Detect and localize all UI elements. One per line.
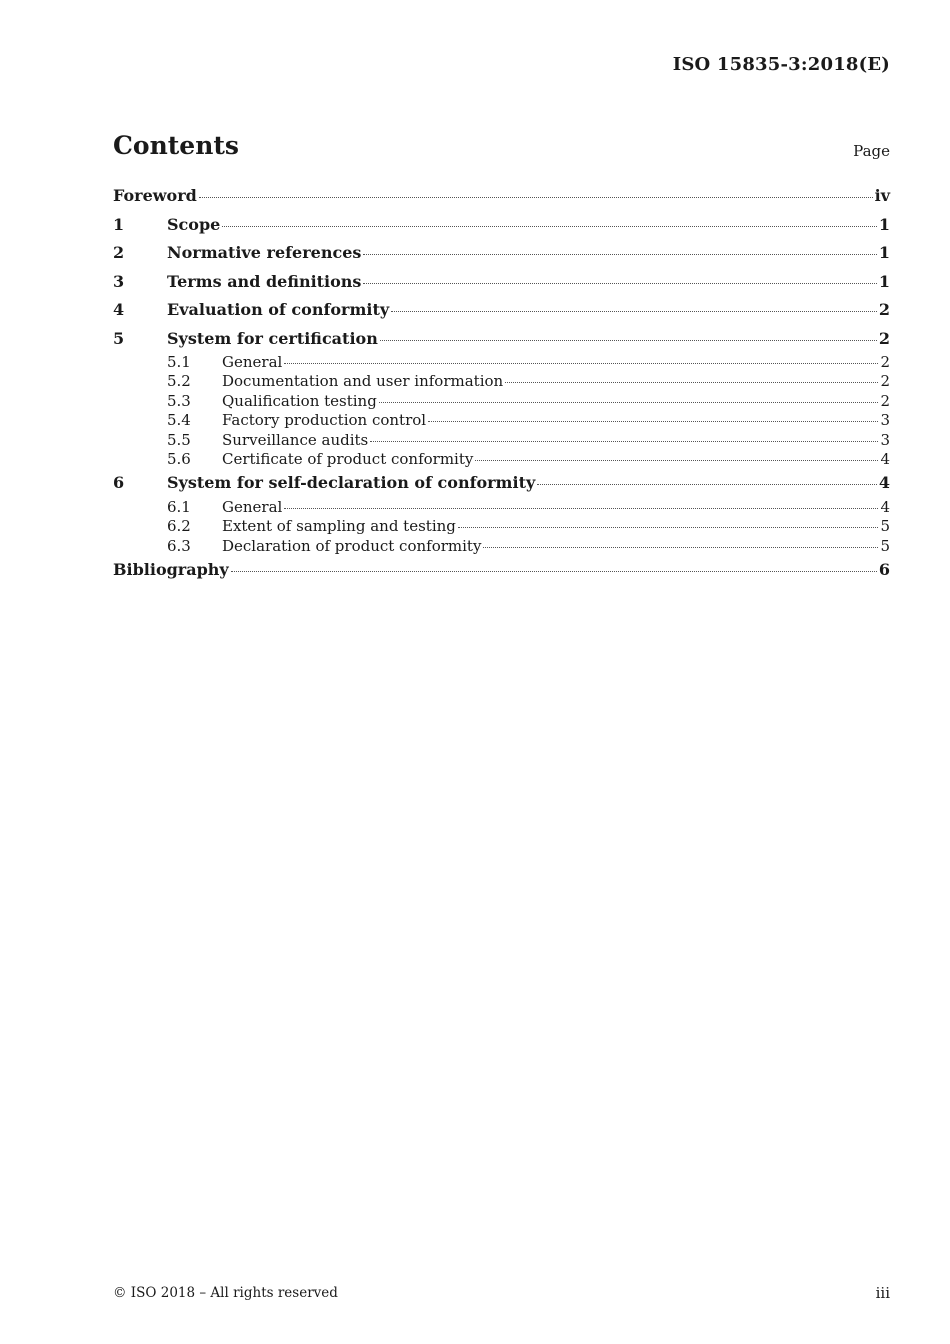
toc-entry-title: Certificate of product conformity — [222, 449, 474, 468]
toc-entry-page: 4 — [880, 497, 890, 516]
toc-leader-dots — [222, 226, 877, 227]
toc-leader-dots — [231, 571, 877, 572]
toc-entry-number: 5.4 — [167, 411, 191, 430]
toc-leader-dots — [537, 484, 877, 485]
toc-entry-normative-references[interactable] — [113, 239, 890, 268]
toc-entry-page: 2 — [880, 372, 890, 391]
toc-entry-terms-and-definitions[interactable] — [113, 268, 890, 297]
toc-entry-number: 3 — [113, 271, 125, 291]
toc-entry-title: System for certification — [167, 328, 378, 348]
toc-subentry-factory-production-control[interactable] — [113, 411, 890, 430]
toc-leader-dots — [428, 421, 878, 422]
document-id: ISO 15835-3:2018(E) — [672, 54, 890, 75]
copyright-notice: © ISO 2018 – All rights reserved — [113, 1285, 338, 1301]
toc-entry-page: iv — [874, 186, 890, 205]
toc-entry-evaluation-of-conformity[interactable] — [113, 296, 890, 325]
toc-entry-number: 5.2 — [167, 372, 191, 391]
toc-entry-number: 6.1 — [167, 497, 191, 516]
toc-leader-dots — [199, 197, 873, 198]
toc-entry-foreword[interactable] — [113, 182, 890, 211]
toc-entry-self-declaration[interactable] — [113, 469, 890, 498]
toc-entry-page: 2 — [878, 328, 890, 348]
toc-leader-dots — [458, 527, 879, 528]
toc-entry-bibliography[interactable] — [113, 556, 890, 585]
toc-entry-number: 5 — [113, 328, 125, 348]
table-of-contents — [113, 182, 890, 585]
toc-subentry-documentation[interactable] — [113, 372, 890, 391]
toc-entry-title: Surveillance audits — [222, 430, 369, 449]
toc-entry-number: 5.6 — [167, 449, 191, 468]
toc-leader-dots — [363, 254, 876, 255]
toc-entry-number: 6.3 — [167, 536, 191, 555]
toc-entry-page: 1 — [878, 214, 890, 234]
toc-subentry-surveillance-audits[interactable] — [113, 431, 890, 450]
toc-entry-title: Qualification testing — [222, 391, 377, 410]
toc-entry-number: 5.3 — [167, 391, 191, 410]
toc-subentry-general[interactable] — [113, 498, 890, 517]
toc-entry-page: 4 — [878, 473, 890, 493]
toc-subentry-certificate[interactable] — [113, 450, 890, 469]
toc-leader-dots — [505, 382, 878, 383]
toc-entry-title: System for self-declaration of conformity — [167, 473, 536, 493]
toc-entry-number: 5.5 — [167, 430, 191, 449]
toc-entry-system-for-certification[interactable] — [113, 325, 890, 354]
toc-leader-dots — [284, 508, 878, 509]
toc-entry-page: 1 — [878, 243, 890, 262]
toc-leader-dots — [483, 547, 878, 548]
toc-entry-page: 5 — [880, 517, 890, 536]
toc-leader-dots — [363, 283, 876, 284]
toc-subentry-qualification-testing[interactable] — [113, 392, 890, 411]
toc-entry-number: 4 — [113, 300, 125, 319]
toc-entry-title: Terms and definitions — [167, 271, 362, 291]
toc-entry-number: 6.2 — [167, 517, 191, 536]
toc-entry-title: Declaration of product conformity — [222, 536, 482, 555]
toc-leader-dots — [475, 460, 878, 461]
toc-leader-dots — [380, 340, 877, 341]
toc-entry-title: Documentation and user information — [222, 372, 504, 391]
page-column-label: Page — [853, 142, 890, 160]
toc-leader-dots — [370, 441, 878, 442]
toc-entry-number: 1 — [113, 214, 125, 234]
toc-leader-dots — [379, 402, 879, 403]
toc-entry-page: 4 — [880, 449, 890, 468]
toc-entry-title: Factory production control — [222, 411, 427, 430]
page-number: iii — [875, 1284, 890, 1302]
toc-subentry-declaration-of-conformity[interactable] — [113, 537, 890, 556]
toc-entry-page: 5 — [880, 536, 890, 555]
toc-entry-title: General — [222, 497, 283, 516]
toc-entry-page: 6 — [878, 560, 890, 580]
toc-entry-page: 3 — [880, 411, 890, 430]
toc-entry-number: 5.1 — [167, 353, 191, 371]
toc-entry-number: 6 — [113, 473, 125, 493]
toc-entry-number: 2 — [113, 243, 125, 262]
toc-entry-title: Foreword — [113, 186, 197, 205]
toc-entry-title: Scope — [167, 214, 221, 234]
toc-subentry-sampling-and-testing[interactable] — [113, 517, 890, 536]
toc-entry-title: Extent of sampling and testing — [222, 517, 456, 536]
toc-entry-title: Bibliography — [113, 560, 229, 580]
toc-entry-page: 2 — [880, 391, 890, 410]
toc-leader-dots — [391, 311, 877, 312]
toc-entry-title: Evaluation of conformity — [167, 300, 390, 319]
toc-leader-dots — [284, 363, 878, 364]
toc-entry-title: Normative references — [167, 243, 362, 262]
toc-entry-page: 1 — [878, 271, 890, 291]
toc-entry-scope[interactable] — [113, 211, 890, 240]
toc-entry-page: 2 — [880, 353, 890, 371]
toc-subentry-general[interactable] — [113, 353, 890, 372]
toc-entry-title: General — [222, 353, 283, 371]
contents-title: Contents — [113, 131, 240, 160]
toc-entry-page: 3 — [880, 430, 890, 449]
toc-entry-page: 2 — [878, 300, 890, 319]
